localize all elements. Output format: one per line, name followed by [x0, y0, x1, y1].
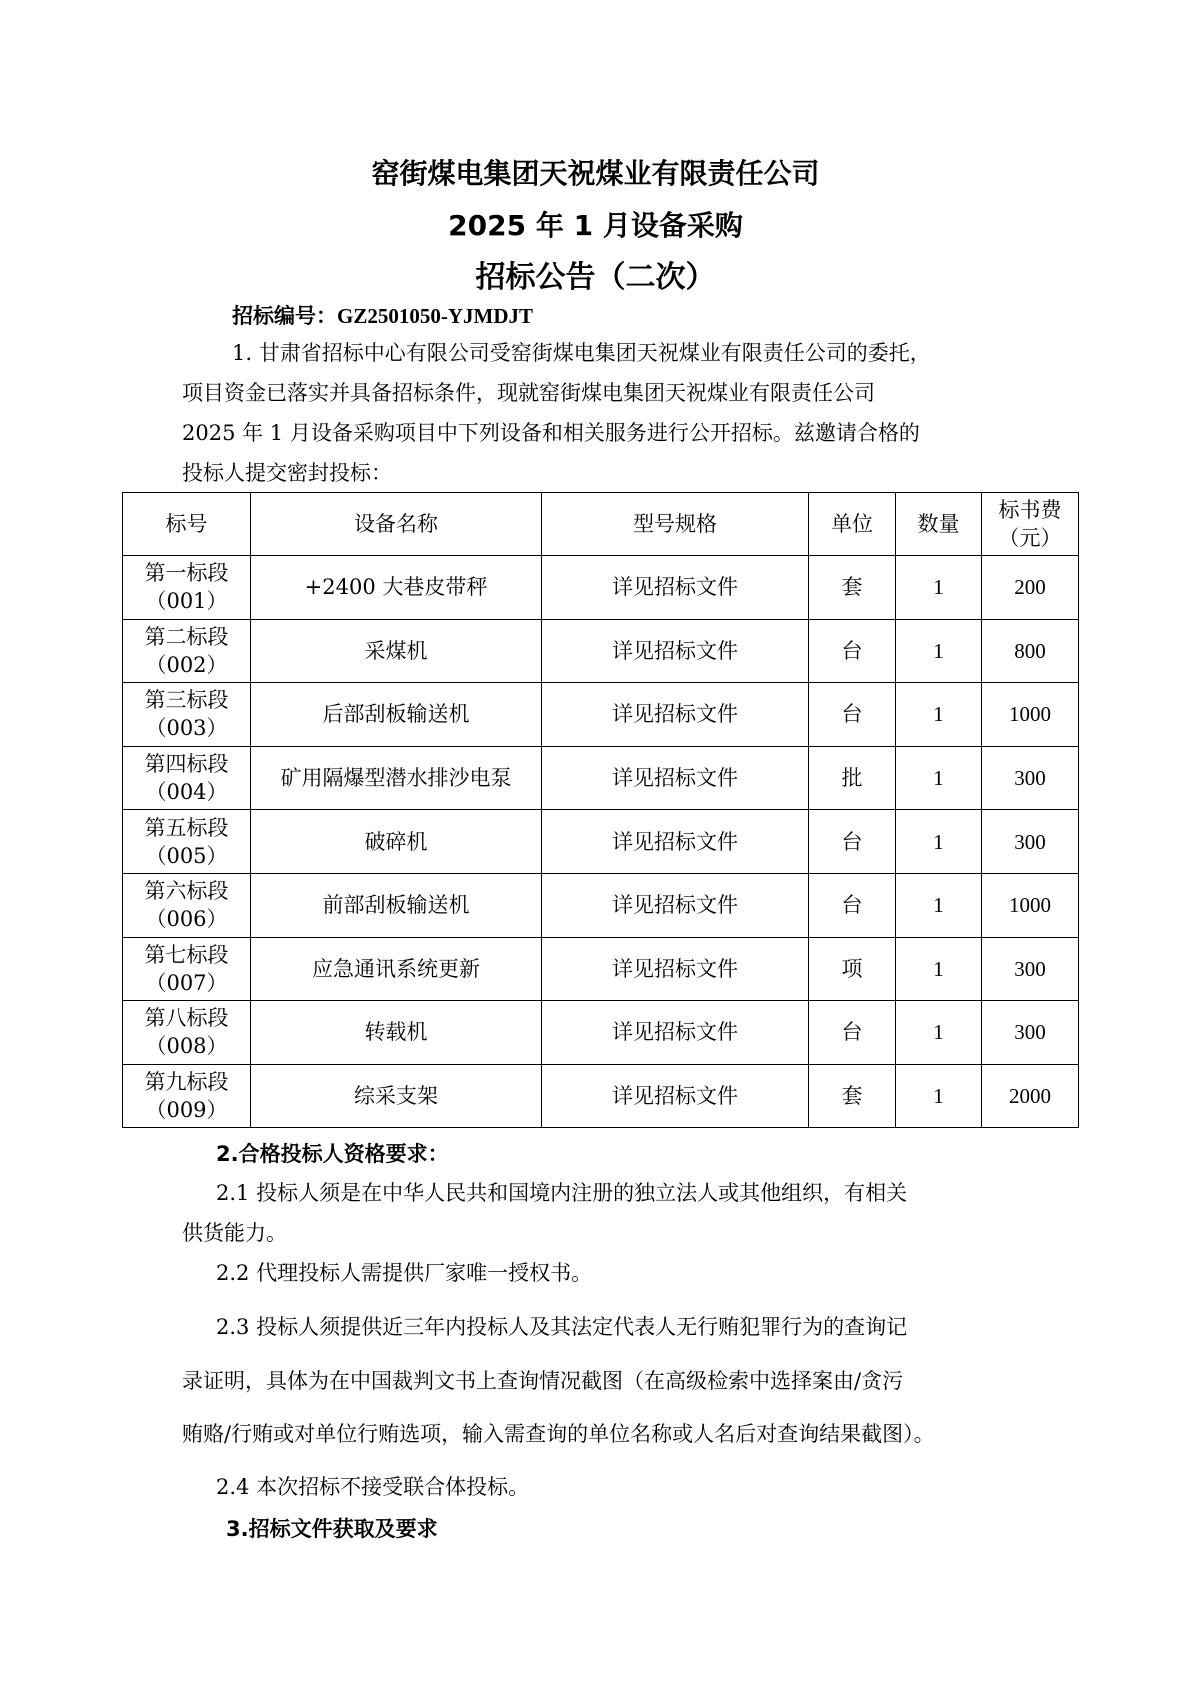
lot-code: （001）	[145, 589, 228, 614]
lot-code: （004）	[145, 780, 228, 805]
cell-fee: 1000	[982, 873, 1079, 937]
table-row	[123, 810, 1079, 874]
cell-model: 详见招标文件	[542, 556, 809, 620]
cell-lot	[123, 810, 251, 874]
cell-model: 详见招标文件	[542, 746, 809, 810]
section2-p4: 2.4 本次招标不接受联合体投标。	[216, 1475, 530, 1499]
header-fee	[982, 493, 1079, 556]
lot-code: （006）	[145, 907, 228, 932]
cell-qty: 1	[896, 937, 982, 1001]
lot-name: 第五标段	[144, 815, 229, 840]
cell-model: 详见招标文件	[542, 619, 809, 683]
cell-fee: 800	[982, 619, 1079, 683]
header-lot: 标号	[123, 493, 251, 556]
cell-unit: 台	[809, 1001, 896, 1065]
table-row	[123, 683, 1079, 747]
cell-name: 应急通讯系统更新	[251, 937, 542, 1001]
cell-unit: 台	[809, 873, 896, 937]
lot-name: 第六标段	[144, 879, 229, 904]
cell-lot	[123, 873, 251, 937]
cell-name: 前部刮板输送机	[251, 873, 542, 937]
section2-p3-line3: 贿赂/行贿或对单位行贿选项，输入需查询的单位名称或人名后对查询结果截图）。	[182, 1422, 935, 1446]
cell-model: 详见招标文件	[542, 873, 809, 937]
section2-p3-line2: 录证明，具体为在中国裁判文书上查询情况截图（在高级检索中选择案由/贪污	[182, 1369, 904, 1393]
cell-fee: 300	[982, 1001, 1079, 1065]
section2-p1-line2: 供货能力。	[182, 1221, 287, 1245]
lot-name: 第四标段	[144, 752, 229, 777]
lot-name: 第一标段	[144, 561, 229, 586]
section2-p3-line1: 2.3 投标人须提供近三年内投标人及其法定代表人无行贿犯罪行为的查询记	[216, 1315, 908, 1339]
cell-qty: 1	[896, 556, 982, 620]
header-unit: 单位	[809, 493, 896, 556]
cell-model: 详见招标文件	[542, 937, 809, 1001]
cell-unit: 台	[809, 619, 896, 683]
procurement-table	[122, 492, 1079, 1128]
cell-lot	[123, 1064, 251, 1128]
cell-lot	[123, 619, 251, 683]
cell-unit: 套	[809, 556, 896, 620]
cell-qty: 1	[896, 1001, 982, 1065]
lot-code: （009）	[145, 1098, 228, 1123]
cell-name: 转载机	[251, 1001, 542, 1065]
cell-model: 详见招标文件	[542, 1064, 809, 1128]
section2-heading: 2.合格投标人资格要求：	[216, 1142, 449, 1166]
cell-qty: 1	[896, 1064, 982, 1128]
lot-name: 第二标段	[144, 624, 229, 649]
cell-qty: 1	[896, 873, 982, 937]
section1-line4: 投标人提交密封投标：	[182, 461, 392, 485]
header-qty: 数量	[896, 493, 982, 556]
cell-lot	[123, 937, 251, 1001]
cell-fee: 1000	[982, 683, 1079, 747]
cell-unit: 批	[809, 746, 896, 810]
cell-qty: 1	[896, 619, 982, 683]
cell-model: 详见招标文件	[542, 1001, 809, 1065]
cell-model: 详见招标文件	[542, 810, 809, 874]
cell-qty: 1	[896, 746, 982, 810]
table-row	[123, 746, 1079, 810]
cell-unit: 台	[809, 683, 896, 747]
table-row	[123, 619, 1079, 683]
lot-code: （005）	[145, 843, 228, 868]
lot-name: 第九标段	[144, 1070, 229, 1095]
cell-model: 详见招标文件	[542, 683, 809, 747]
header-fee-line1: 标书费	[998, 498, 1062, 522]
table-header-row	[123, 493, 1079, 556]
section1-line2: 项目资金已落实并具备招标条件，现就窑街煤电集团天祝煤业有限责任公司	[182, 381, 875, 405]
cell-qty: 1	[896, 810, 982, 874]
document-title-notice: 招标公告（二次）	[475, 260, 716, 295]
cell-lot	[123, 683, 251, 747]
cell-name: 破碎机	[251, 810, 542, 874]
section3-heading: 3.招标文件获取及要求	[226, 1517, 438, 1541]
cell-fee: 300	[982, 746, 1079, 810]
table-row	[123, 1064, 1079, 1128]
bid-number-value: GZ2501050-YJMDJT	[337, 304, 533, 328]
lot-name: 第三标段	[144, 688, 229, 713]
cell-fee: 300	[982, 810, 1079, 874]
cell-lot	[123, 1001, 251, 1065]
header-model: 型号规格	[542, 493, 809, 556]
lot-code: （007）	[145, 970, 228, 995]
document-title-company: 窑街煤电集团天祝煤业有限责任公司	[371, 157, 820, 190]
cell-name: 后部刮板输送机	[251, 683, 542, 747]
header-fee-line2: （元）	[998, 526, 1062, 550]
cell-fee: 200	[982, 556, 1079, 620]
lot-code: （002）	[145, 652, 228, 677]
section2-p1-line1: 2.1 投标人须是在中华人民共和国境内注册的独立法人或其他组织，有相关	[216, 1181, 908, 1205]
cell-lot	[123, 746, 251, 810]
cell-fee: 2000	[982, 1064, 1079, 1128]
table-row	[123, 556, 1079, 620]
cell-name: +2400 大巷皮带秤	[251, 556, 542, 620]
table-row	[123, 873, 1079, 937]
lot-code: （008）	[145, 1034, 228, 1059]
lot-name: 第八标段	[144, 1006, 229, 1031]
cell-unit: 项	[809, 937, 896, 1001]
table-row	[123, 937, 1079, 1001]
table-row	[123, 1001, 1079, 1065]
cell-fee: 300	[982, 937, 1079, 1001]
section1-line3: 2025 年 1 月设备采购项目中下列设备和相关服务进行公开招标。兹邀请合格的	[182, 421, 920, 445]
lot-code: （003）	[145, 716, 228, 741]
header-name: 设备名称	[251, 493, 542, 556]
cell-unit: 套	[809, 1064, 896, 1128]
section1-line1: 1. 甘肃省招标中心有限公司受窑街煤电集团天祝煤业有限责任公司的委托，	[232, 341, 931, 365]
cell-name: 综采支架	[251, 1064, 542, 1128]
cell-unit: 台	[809, 810, 896, 874]
cell-name: 采煤机	[251, 619, 542, 683]
bid-number-label: 招标编号：	[232, 304, 337, 328]
bid-number	[232, 301, 533, 331]
document-title-project: 2025 年 1 月设备采购	[448, 209, 743, 242]
cell-name: 矿用隔爆型潜水排沙电泵	[251, 746, 542, 810]
cell-qty: 1	[896, 683, 982, 747]
lot-name: 第七标段	[144, 942, 229, 967]
section2-p2: 2.2 代理投标人需提供厂家唯一授权书。	[216, 1261, 593, 1285]
cell-lot	[123, 556, 251, 620]
